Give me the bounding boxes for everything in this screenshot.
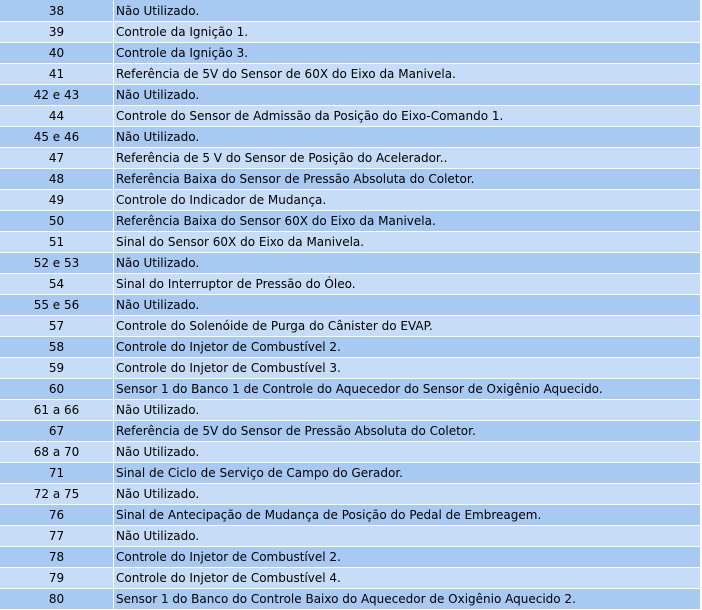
table-row <box>0 85 701 106</box>
table-row <box>0 274 701 295</box>
pin-description-cell: Não Utilizado. <box>114 127 701 148</box>
pin-number-cell: 57 <box>0 316 114 337</box>
pin-number-cell: 58 <box>0 337 114 358</box>
pin-description-cell: Referência de 5V do Sensor de 60X do Eixo da Manivela. <box>114 64 701 85</box>
table-row <box>0 253 701 274</box>
table-row <box>0 337 701 358</box>
table-row <box>0 379 701 400</box>
pin-number-cell: 78 <box>0 547 114 568</box>
pin-number-cell: 72 a 75 <box>0 484 114 505</box>
pin-number-cell: 38 <box>0 0 114 22</box>
pin-description-cell: Referência Baixa do Sensor 60X do Eixo da Manivela. <box>114 211 701 232</box>
pin-number-cell: 48 <box>0 169 114 190</box>
table-row <box>0 358 701 379</box>
pin-description-cell: Controle do Solenóide de Purga do Cânister do EVAP. <box>114 316 701 337</box>
pin-number-cell: 77 <box>0 526 114 547</box>
pin-number-cell: 80 <box>0 589 114 610</box>
pin-description-cell: Controle do Injetor de Combustível 3. <box>114 358 701 379</box>
pin-number-cell: 45 e 46 <box>0 127 114 148</box>
pin-number-cell: 79 <box>0 568 114 589</box>
pin-number-cell: 55 e 56 <box>0 295 114 316</box>
pin-description-cell: Não Utilizado. <box>114 295 701 316</box>
pin-description-cell: Referência Baixa do Sensor de Pressão Absoluta do Coletor. <box>114 169 701 190</box>
table-row <box>0 169 701 190</box>
pin-description-cell: Sinal do Sensor 60X do Eixo da Manivela. <box>114 232 701 253</box>
table-row <box>0 190 701 211</box>
pin-number-cell: 50 <box>0 211 114 232</box>
pin-number-cell: 41 <box>0 64 114 85</box>
pin-number-cell: 44 <box>0 106 114 127</box>
pin-number-cell: 49 <box>0 190 114 211</box>
table-row <box>0 505 701 526</box>
pin-description-cell: Controle da Ignição 1. <box>114 22 701 43</box>
table-row <box>0 463 701 484</box>
pin-description-cell: Não Utilizado. <box>114 253 701 274</box>
table-row <box>0 127 701 148</box>
table-row <box>0 232 701 253</box>
table-row <box>0 421 701 442</box>
pin-description-cell: Controle do Injetor de Combustível 2. <box>114 547 701 568</box>
pin-description-cell: Não Utilizado. <box>114 484 701 505</box>
table-row <box>0 568 701 589</box>
pin-description-cell: Não Utilizado. <box>114 526 701 547</box>
table-row <box>0 526 701 547</box>
table-row <box>0 211 701 232</box>
pin-number-cell: 39 <box>0 22 114 43</box>
pin-number-cell: 51 <box>0 232 114 253</box>
table-row <box>0 316 701 337</box>
pin-description-cell: Controle do Indicador de Mudança. <box>114 190 701 211</box>
table-row <box>0 106 701 127</box>
pin-description-cell: Controle da Ignição 3. <box>114 43 701 64</box>
pin-number-cell: 59 <box>0 358 114 379</box>
pin-number-cell: 40 <box>0 43 114 64</box>
pin-description-cell: Sinal de Antecipação de Mudança de Posição do Pedal de Embreagem. <box>114 505 701 526</box>
table-row <box>0 589 701 610</box>
pin-description-cell: Não Utilizado. <box>114 400 701 421</box>
pin-description-cell: Sinal do Interruptor de Pressão do Óleo. <box>114 274 701 295</box>
pin-description-cell: Sensor 1 do Banco do Controle Baixo do Aquecedor de Oxigênio Aquecido 2. <box>114 589 701 610</box>
pin-number-cell: 68 a 70 <box>0 442 114 463</box>
table-row <box>0 484 701 505</box>
pin-description-cell: Referência de 5V do Sensor de Pressão Absoluta do Coletor. <box>114 421 701 442</box>
table-row <box>0 547 701 568</box>
pin-number-cell: 54 <box>0 274 114 295</box>
table-row <box>0 64 701 85</box>
pin-description-cell: Controle do Injetor de Combustível 4. <box>114 568 701 589</box>
pin-description-cell: Referência de 5 V do Sensor de Posição do Acelerador.. <box>114 148 701 169</box>
pin-number-cell: 61 a 66 <box>0 400 114 421</box>
pin-number-cell: 71 <box>0 463 114 484</box>
pin-number-cell: 42 e 43 <box>0 85 114 106</box>
pin-number-cell: 52 e 53 <box>0 253 114 274</box>
pin-number-cell: 60 <box>0 379 114 400</box>
table-row <box>0 0 701 22</box>
pin-number-cell: 47 <box>0 148 114 169</box>
table-row <box>0 400 701 421</box>
pin-description-cell: Controle do Sensor de Admissão da Posição do Eixo-Comando 1. <box>114 106 701 127</box>
pin-number-cell: 76 <box>0 505 114 526</box>
pin-number-cell: 67 <box>0 421 114 442</box>
table-row <box>0 148 701 169</box>
pin-description-cell: Controle do Injetor de Combustível 2. <box>114 337 701 358</box>
pin-description-cell: Não Utilizado. <box>114 442 701 463</box>
table-row <box>0 442 701 463</box>
pin-description-cell: Sinal de Ciclo de Serviço de Campo do Gerador. <box>114 463 701 484</box>
pin-description-cell: Não Utilizado. <box>114 0 701 22</box>
pin-description-cell: Não Utilizado. <box>114 85 701 106</box>
table-row <box>0 22 701 43</box>
table-row <box>0 295 701 316</box>
pin-description-cell: Sensor 1 do Banco 1 de Controle do Aquecedor do Sensor de Oxigênio Aquecido. <box>114 379 701 400</box>
table-row <box>0 43 701 64</box>
